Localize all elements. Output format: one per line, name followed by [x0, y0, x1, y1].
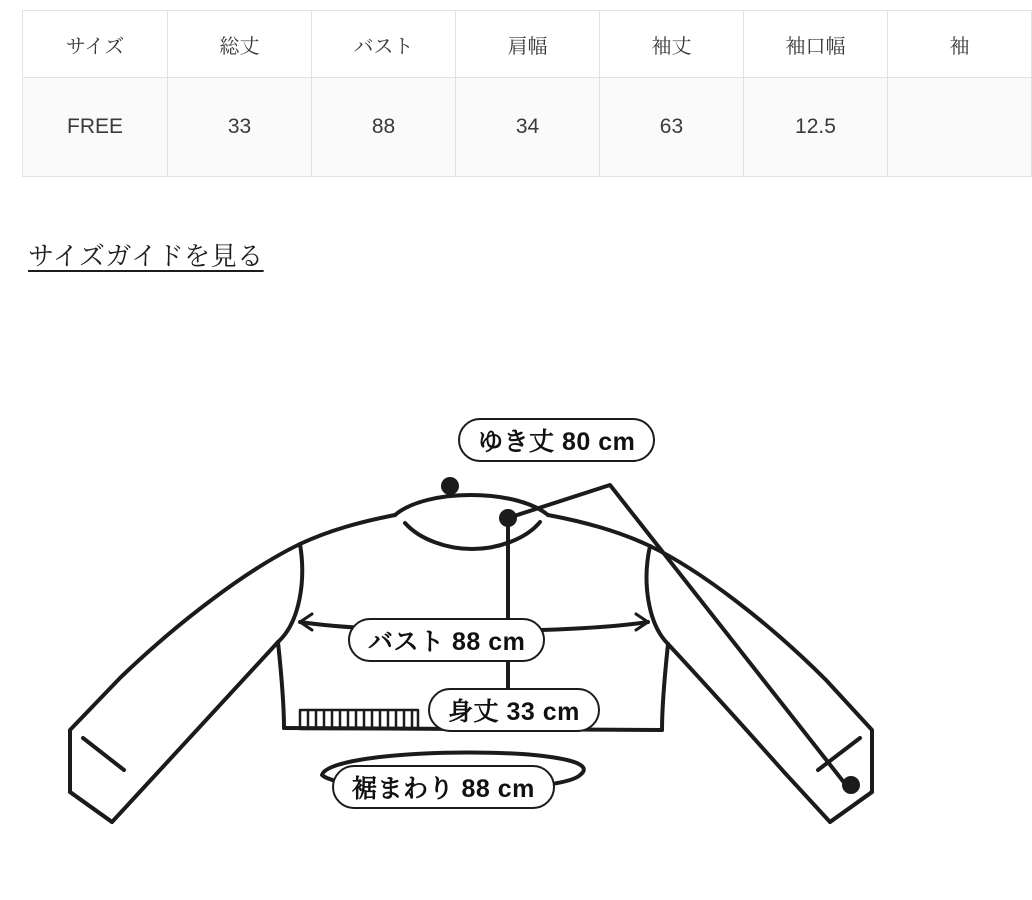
callout-body-length: 身丈 33 cm [428, 688, 600, 732]
table-row [23, 78, 1032, 177]
collar-inner-line [405, 522, 540, 549]
callout-bust: バスト 88 cm [348, 618, 545, 662]
table-cell: 33 [168, 78, 312, 177]
table-cell: 63 [599, 78, 743, 177]
table-cell: 12.5 [743, 78, 887, 177]
right-cuff-line [830, 792, 872, 822]
callout-hem-circumference: 裾まわり 88 cm [332, 765, 555, 809]
hem-rib-band [300, 710, 418, 729]
sleeve-length-measure-line [508, 485, 846, 785]
sleeve-start-dot [441, 477, 459, 495]
garment-outline-svg [0, 330, 900, 900]
table-header-cell: 袖丈 [599, 11, 743, 78]
table-header-row [23, 11, 1032, 78]
size-table-container [22, 10, 970, 177]
right-armhole-line [647, 546, 668, 644]
table-header-cell: 総丈 [168, 11, 312, 78]
size-table [22, 10, 1032, 177]
left-cuff-line [70, 792, 112, 822]
left-armhole-line [278, 544, 302, 642]
table-header-cell: 袖 [887, 11, 1031, 78]
shoulder-point-dot [499, 509, 517, 527]
left-side-seam [278, 642, 284, 728]
table-header-cell: バスト [312, 11, 456, 78]
table-cell: 88 [312, 78, 456, 177]
right-side-seam [662, 644, 668, 730]
table-cell: 34 [456, 78, 600, 177]
right-sleeve-outline [548, 515, 872, 822]
table-header-cell: 袖口幅 [743, 11, 887, 78]
table-cell [887, 78, 1031, 177]
sleeve-end-dot [842, 776, 860, 794]
table-header-cell: 肩幅 [456, 11, 600, 78]
garment-measurement-diagram [0, 330, 900, 900]
table-cell: FREE [23, 78, 168, 177]
callout-sleeve-length: ゆき丈 80 cm [458, 418, 655, 462]
right-cuff-top-line [818, 738, 860, 770]
size-guide-link[interactable]: サイズガイドを見る [28, 241, 264, 271]
table-header-cell: サイズ [23, 11, 168, 78]
left-cuff-top-line [83, 738, 124, 770]
